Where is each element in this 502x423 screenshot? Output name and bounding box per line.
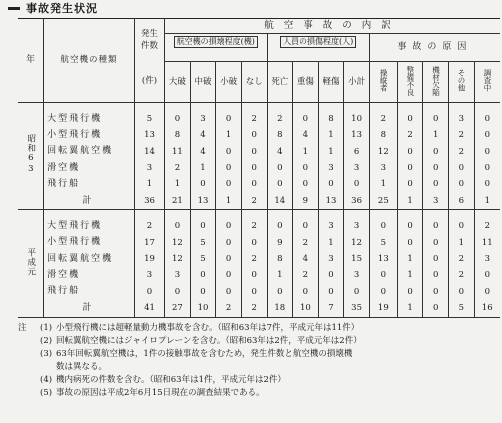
value-cell: 0 <box>293 284 319 300</box>
value-cell: 3 <box>134 267 164 283</box>
value-cell: 0 <box>216 218 242 234</box>
value-cell: 12 <box>344 235 370 251</box>
value-cell: 1 <box>190 160 216 176</box>
total-value-cell: 14 <box>267 193 293 210</box>
total-value-cell: 7 <box>318 300 344 317</box>
value-cell: 5 <box>190 235 216 251</box>
value-cell: 0 <box>344 176 370 192</box>
value-cell: 2 <box>448 144 474 160</box>
value-cell: 3 <box>318 160 344 176</box>
value-cell: 3 <box>369 160 397 176</box>
header-occurrence <box>134 19 164 62</box>
table-row <box>18 144 500 160</box>
value-cell: 3 <box>318 251 344 267</box>
title-bar-decoration <box>8 7 20 10</box>
value-cell: 0 <box>241 176 267 192</box>
table-row <box>18 127 500 143</box>
value-cell: 12 <box>369 144 397 160</box>
note-text: 回転翼航空機にはジャイロプレーンを含む。（昭和63年は2件，平成元年は2件） <box>56 336 362 346</box>
value-cell: 0 <box>293 160 319 176</box>
note-lead: 注 <box>18 323 27 333</box>
spacer-cell <box>397 210 423 219</box>
value-cell: 0 <box>318 284 344 300</box>
value-cell: 0 <box>423 284 449 300</box>
value-cell: 1 <box>397 251 423 267</box>
value-cell: 8 <box>267 251 293 267</box>
group-spacer <box>18 102 500 111</box>
value-cell: 3 <box>344 267 370 283</box>
value-cell: 0 <box>293 176 319 192</box>
year-label: 昭和63 <box>25 134 36 176</box>
value-cell: 3 <box>474 251 500 267</box>
spacer-cell <box>44 102 135 111</box>
value-cell: 4 <box>293 251 319 267</box>
header-casualty-spacer <box>267 51 369 62</box>
note-number <box>40 361 56 374</box>
value-cell: 0 <box>397 111 423 127</box>
note-number: (3) <box>40 349 53 359</box>
value-cell: 3 <box>318 218 344 234</box>
total-value-cell: 16 <box>474 300 500 317</box>
note-lead <box>18 361 40 374</box>
value-cell: 0 <box>474 284 500 300</box>
spacer-cell <box>369 102 397 111</box>
total-value-cell: 36 <box>344 193 370 210</box>
spacer-cell <box>293 210 319 219</box>
value-cell: 0 <box>216 111 242 127</box>
value-cell: 0 <box>216 235 242 251</box>
value-cell: 0 <box>448 284 474 300</box>
value-cell: 2 <box>397 127 423 143</box>
spacer-cell <box>423 210 449 219</box>
value-cell: 3 <box>344 218 370 234</box>
value-cell: 0 <box>423 111 449 127</box>
value-cell: 14 <box>134 144 164 160</box>
total-value-cell: 35 <box>344 300 370 317</box>
value-cell: 1 <box>369 176 397 192</box>
header-col-equipment <box>423 62 449 103</box>
value-cell: 8 <box>369 127 397 143</box>
table-row <box>18 267 500 283</box>
header-col-investigating-label: 調査中 <box>483 69 493 92</box>
value-cell: 0 <box>267 284 293 300</box>
value-cell: 0 <box>318 267 344 283</box>
note-line <box>18 322 498 335</box>
value-cell: 4 <box>293 127 319 143</box>
value-cell: 3 <box>165 267 191 283</box>
value-cell: 13 <box>134 127 164 143</box>
value-cell: 0 <box>267 218 293 234</box>
spacer-cell <box>216 102 242 111</box>
value-cell: 2 <box>369 111 397 127</box>
header-damage-spacer <box>165 51 267 62</box>
value-cell: 3 <box>448 111 474 127</box>
spacer-cell <box>293 102 319 111</box>
value-cell: 19 <box>134 251 164 267</box>
aircraft-type-cell: 飛行船 <box>44 284 135 300</box>
spacer-cell <box>267 102 293 111</box>
total-value-cell: 36 <box>134 193 164 210</box>
value-cell: 0 <box>474 176 500 192</box>
spacer-cell <box>318 210 344 219</box>
table-row <box>18 160 500 176</box>
total-label: 計 <box>44 193 135 210</box>
spacer-cell <box>474 102 500 111</box>
header-col-medium-damage: 中破 <box>190 62 216 103</box>
value-cell: 0 <box>241 235 267 251</box>
value-cell: 1 <box>293 144 319 160</box>
value-cell: 0 <box>397 160 423 176</box>
value-cell: 9 <box>267 235 293 251</box>
table-row <box>18 284 500 300</box>
value-cell: 0 <box>216 251 242 267</box>
value-cell: 0 <box>423 218 449 234</box>
note-line <box>18 387 498 400</box>
value-cell: 1 <box>216 127 242 143</box>
header-breakdown: 航空事故の内訳 <box>165 19 500 34</box>
header-col-serious-injury: 重傷 <box>293 62 319 103</box>
value-cell: 0 <box>190 267 216 283</box>
value-cell: 0 <box>216 284 242 300</box>
value-cell: 17 <box>134 235 164 251</box>
value-cell: 0 <box>165 284 191 300</box>
value-cell: 13 <box>344 127 370 143</box>
note-text: 小型飛行機には超軽量動力機事故を含む。（昭和63年は7件，平成元年は11件） <box>56 323 360 333</box>
value-cell: 0 <box>369 267 397 283</box>
header-year: 年 <box>18 19 44 103</box>
header-col-heavy-damage: 大破 <box>165 62 191 103</box>
value-cell: 0 <box>423 235 449 251</box>
value-cell: 0 <box>397 176 423 192</box>
value-cell: 0 <box>293 218 319 234</box>
total-value-cell: 6 <box>448 193 474 210</box>
value-cell: 10 <box>344 111 370 127</box>
aircraft-type-cell: 飛行船 <box>44 176 135 192</box>
header-damage-group <box>165 34 267 51</box>
spacer-cell <box>190 102 216 111</box>
value-cell: 0 <box>165 218 191 234</box>
value-cell: 8 <box>165 127 191 143</box>
value-cell: 2 <box>293 267 319 283</box>
note-line <box>18 374 498 387</box>
spacer-cell <box>267 210 293 219</box>
total-value-cell: 2 <box>216 300 242 317</box>
value-cell: 2 <box>448 267 474 283</box>
aircraft-type-cell: 小型飛行機 <box>44 127 135 143</box>
title-row <box>8 0 98 16</box>
header-casualty-label: 人員の損傷程度(人) <box>280 36 356 48</box>
value-cell: 8 <box>318 111 344 127</box>
page-title: 事故発生状況 <box>26 2 98 15</box>
header-col-maintenance <box>397 62 423 103</box>
table-row <box>18 111 500 127</box>
value-cell: 3 <box>134 160 164 176</box>
total-value-cell: 18 <box>267 300 293 317</box>
total-value-cell: 2 <box>241 193 267 210</box>
value-cell: 0 <box>267 176 293 192</box>
value-cell: 0 <box>423 176 449 192</box>
header-col-other-label: その他 <box>457 69 467 92</box>
value-cell: 12 <box>165 235 191 251</box>
note-lead <box>18 348 40 361</box>
total-value-cell: 1 <box>474 193 500 210</box>
note-line <box>18 361 498 374</box>
year-cell <box>18 210 44 318</box>
accident-table <box>18 18 500 318</box>
value-cell: 3 <box>344 160 370 176</box>
table-row <box>18 176 500 192</box>
value-cell: 0 <box>397 284 423 300</box>
value-cell: 0 <box>241 127 267 143</box>
value-cell: 0 <box>134 284 164 300</box>
table-row <box>18 218 500 234</box>
aircraft-type-cell: 滑空機 <box>44 160 135 176</box>
value-cell: 0 <box>216 176 242 192</box>
value-cell: 8 <box>267 127 293 143</box>
value-cell: 1 <box>134 176 164 192</box>
value-cell: 0 <box>190 218 216 234</box>
header-col-subtotal: 小計 <box>344 62 370 103</box>
spacer-cell <box>216 210 242 219</box>
spacer-cell <box>369 210 397 219</box>
spacer-cell <box>448 102 474 111</box>
value-cell: 0 <box>293 111 319 127</box>
value-cell: 2 <box>241 251 267 267</box>
value-cell: 0 <box>165 111 191 127</box>
value-cell: 0 <box>474 111 500 127</box>
total-row <box>18 300 500 317</box>
value-cell: 2 <box>241 218 267 234</box>
value-cell: 0 <box>216 144 242 160</box>
value-cell: 0 <box>474 267 500 283</box>
note-number: (5) <box>40 388 53 398</box>
aircraft-type-cell: 大型飛行機 <box>44 111 135 127</box>
total-value-cell: 13 <box>190 193 216 210</box>
value-cell: 0 <box>474 160 500 176</box>
total-value-cell: 1 <box>216 193 242 210</box>
value-cell: 2 <box>267 111 293 127</box>
value-cell: 0 <box>344 284 370 300</box>
value-cell: 11 <box>165 144 191 160</box>
value-cell: 0 <box>397 144 423 160</box>
header-aircraft-type: 航空機の種類 <box>44 19 135 103</box>
aircraft-type-cell: 回転翼航空機 <box>44 144 135 160</box>
value-cell: 0 <box>369 218 397 234</box>
header-col-deaths: 死亡 <box>267 62 293 103</box>
value-cell: 4 <box>190 127 216 143</box>
aircraft-type-cell: 大型飛行機 <box>44 218 135 234</box>
year-cell <box>18 102 44 209</box>
value-cell: 0 <box>241 144 267 160</box>
total-value-cell: 41 <box>134 300 164 317</box>
note-line <box>18 335 498 348</box>
spacer-cell <box>397 102 423 111</box>
value-cell: 1 <box>318 235 344 251</box>
spacer-cell <box>190 210 216 219</box>
note-text: 数は異なる。 <box>56 362 108 372</box>
value-cell: 0 <box>423 144 449 160</box>
table-row <box>18 251 500 267</box>
value-cell: 13 <box>369 251 397 267</box>
total-row <box>18 193 500 210</box>
value-cell: 0 <box>190 176 216 192</box>
total-value-cell: 3 <box>423 193 449 210</box>
value-cell: 0 <box>369 284 397 300</box>
spacer-cell <box>318 102 344 111</box>
value-cell: 0 <box>448 160 474 176</box>
value-cell: 4 <box>267 144 293 160</box>
group-spacer <box>18 210 500 219</box>
value-cell: 0 <box>241 160 267 176</box>
value-cell: 1 <box>448 235 474 251</box>
value-cell: 2 <box>241 111 267 127</box>
value-cell: 5 <box>190 251 216 267</box>
header-damage-label: 航空機の損壊程度(機) <box>174 36 258 48</box>
note-lead <box>18 387 40 400</box>
note-number: (1) <box>40 323 53 333</box>
value-cell: 0 <box>318 176 344 192</box>
value-cell: 0 <box>423 160 449 176</box>
header-cause-group: 事故の原因 <box>369 34 500 62</box>
value-cell: 12 <box>165 251 191 267</box>
total-value-cell: 1 <box>397 300 423 317</box>
header-col-no-damage: なし <box>241 62 267 103</box>
value-cell: 0 <box>216 160 242 176</box>
value-cell: 15 <box>344 251 370 267</box>
total-value-cell: 9 <box>293 193 319 210</box>
spacer-cell <box>134 102 164 111</box>
notes <box>18 322 498 400</box>
total-value-cell: 27 <box>165 300 191 317</box>
value-cell: 5 <box>134 111 164 127</box>
header-col-other <box>448 62 474 103</box>
value-cell: 11 <box>474 235 500 251</box>
value-cell: 3 <box>190 111 216 127</box>
table-row <box>18 235 500 251</box>
value-cell: 2 <box>165 160 191 176</box>
aircraft-type-cell: 回転翼航空機 <box>44 251 135 267</box>
note-line <box>18 348 498 361</box>
note-text: 63年回転翼航空機は，1件の接触事故を含むため，発生件数と航空機の損壊機 <box>56 349 353 359</box>
value-cell: 0 <box>397 235 423 251</box>
header-col-minor-injury: 軽傷 <box>318 62 344 103</box>
header-occurrence-line2: 件数 <box>140 41 158 52</box>
spacer-cell <box>344 210 370 219</box>
value-cell: 1 <box>423 127 449 143</box>
header-casualty-group <box>267 34 369 51</box>
value-cell: 0 <box>448 218 474 234</box>
value-cell: 2 <box>448 127 474 143</box>
header-col-pilot <box>369 62 397 103</box>
spacer-cell <box>344 102 370 111</box>
note-text: 機内病死の件数を含む。（昭和63年は1件，平成元年は2件） <box>56 375 286 385</box>
spacer-cell <box>241 102 267 111</box>
header-occurrence-line1: 発生 <box>140 29 158 40</box>
total-value-cell: 5 <box>448 300 474 317</box>
spacer-cell <box>134 210 164 219</box>
value-cell: 0 <box>423 267 449 283</box>
total-value-cell: 0 <box>423 300 449 317</box>
value-cell: 0 <box>474 144 500 160</box>
total-value-cell: 10 <box>293 300 319 317</box>
spacer-cell <box>448 210 474 219</box>
value-cell: 6 <box>344 144 370 160</box>
value-cell: 0 <box>474 127 500 143</box>
total-value-cell: 10 <box>190 300 216 317</box>
header-occurrence-unit: (件) <box>134 62 164 103</box>
value-cell: 1 <box>267 267 293 283</box>
aircraft-type-cell: 小型飛行機 <box>44 235 135 251</box>
value-cell: 0 <box>190 284 216 300</box>
note-number: (4) <box>40 375 53 385</box>
total-value-cell: 1 <box>397 193 423 210</box>
value-cell: 0 <box>241 267 267 283</box>
value-cell: 2 <box>134 218 164 234</box>
value-cell: 4 <box>190 144 216 160</box>
spacer-cell <box>165 210 191 219</box>
note-lead <box>18 374 40 387</box>
header-col-minor-damage: 小破 <box>216 62 242 103</box>
value-cell: 1 <box>318 127 344 143</box>
total-value-cell: 25 <box>369 193 397 210</box>
aircraft-type-cell: 滑空機 <box>44 267 135 283</box>
spacer-cell <box>474 210 500 219</box>
value-cell: 0 <box>423 251 449 267</box>
note-lead <box>18 335 40 348</box>
total-value-cell: 21 <box>165 193 191 210</box>
total-value-cell: 13 <box>318 193 344 210</box>
value-cell: 0 <box>241 284 267 300</box>
header-col-pilot-label: 操縦者 <box>379 69 389 92</box>
value-cell: 2 <box>293 235 319 251</box>
spacer-cell <box>423 102 449 111</box>
total-value-cell: 19 <box>369 300 397 317</box>
header-col-maintenance-label: 整備不良 <box>405 65 415 96</box>
value-cell: 0 <box>267 160 293 176</box>
value-cell: 2 <box>448 251 474 267</box>
value-cell: 1 <box>318 144 344 160</box>
total-value-cell: 2 <box>241 300 267 317</box>
note-text: 事故の原因は平成2年6月15日現在の調査結果である。 <box>56 388 265 398</box>
table-body <box>18 102 500 317</box>
value-cell: 0 <box>448 176 474 192</box>
header-col-investigating <box>474 62 500 103</box>
header-col-equipment-label: 機材欠陥 <box>431 65 441 96</box>
year-label: 平成元 <box>25 248 36 277</box>
value-cell: 0 <box>216 267 242 283</box>
value-cell: 0 <box>397 218 423 234</box>
total-label: 計 <box>44 300 135 317</box>
value-cell: 1 <box>165 176 191 192</box>
spacer-cell <box>165 102 191 111</box>
spacer-cell <box>44 210 135 219</box>
note-number: (2) <box>40 336 53 346</box>
value-cell: 5 <box>369 235 397 251</box>
value-cell: 2 <box>474 218 500 234</box>
spacer-cell <box>241 210 267 219</box>
value-cell: 1 <box>397 267 423 283</box>
